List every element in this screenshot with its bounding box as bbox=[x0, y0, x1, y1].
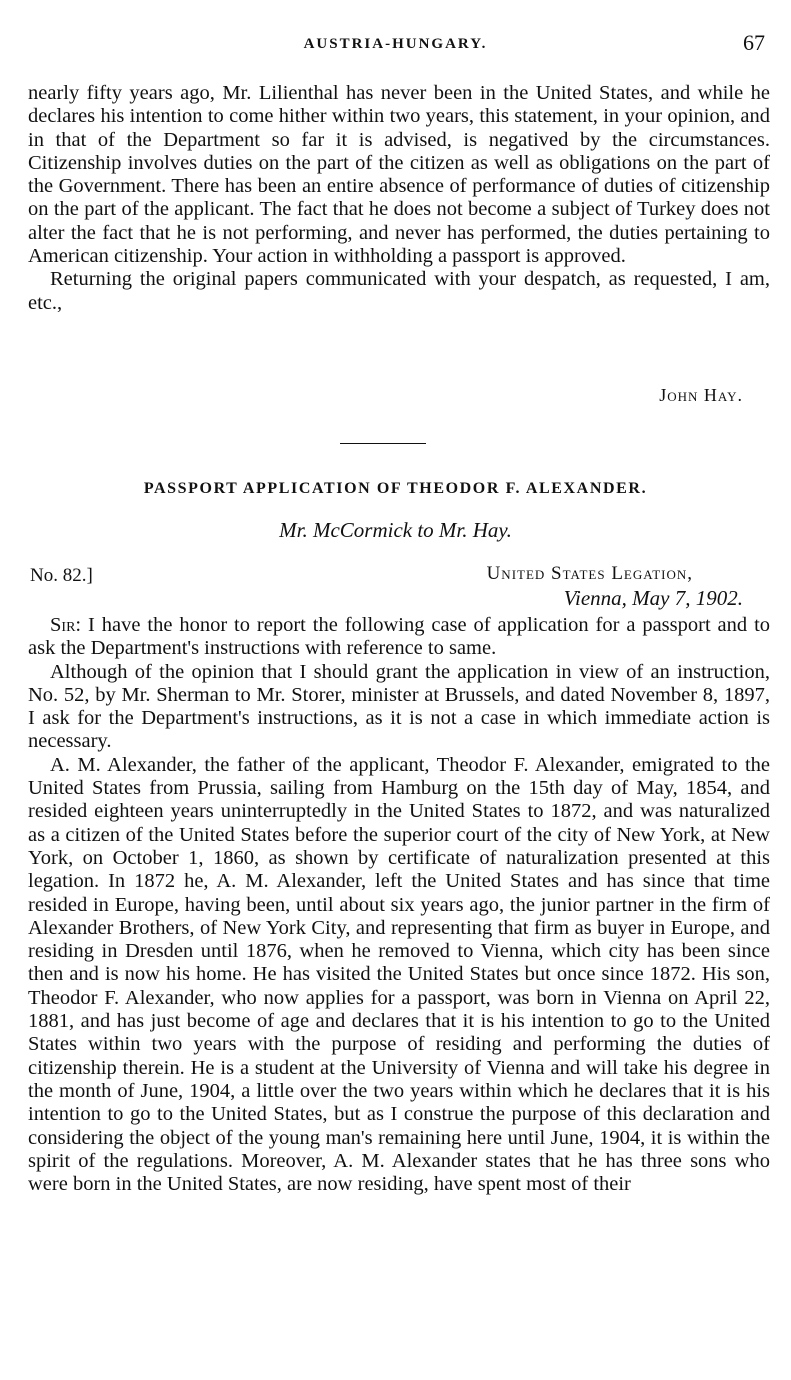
salutation: Sir: bbox=[50, 614, 82, 636]
despatch-number: No. 82.] bbox=[30, 565, 93, 586]
despatch-paragraph-2: Although of the opinion that I should grant the application in view of an instruction, No. 52, by Mr. Sherman to Mr. Storer, minister at Brussels, and dated November 8, 1897, I ask for the Department's instructions, as it is not a case in which immediate action is necessary. bbox=[28, 660, 770, 753]
despatch-paragraph-1 bbox=[28, 614, 770, 661]
place-date: Vienna, May 7, 1902. bbox=[563, 586, 743, 610]
running-title: AUSTRIA-HUNGARY. bbox=[303, 36, 488, 52]
dateline bbox=[383, 562, 743, 610]
page-number: 67 bbox=[743, 30, 765, 55]
section-heading: PASSPORT APPLICATION OF THEODOR F. ALEXANDER. bbox=[143, 480, 648, 497]
signature: John Hay. bbox=[659, 385, 743, 405]
hay-letter-paragraph: nearly fifty years ago, Mr. Lilienthal has never been in the United States, and while he declares his intention to come hither within two years, this statement, in your opinion, and in that of the Department so far it is advised, is negatived by the circumstances. Citizenship involves duties on the part of the citizen as well as obligations on the part of the Government. There has been an entire absence of performance of duties of citizenship on the part of the applicant. The fact that he does not become a subject of Turkey does not alter the fact that he is not performing, and never has performed, the duties pertaining to American citizenship. Your action in withholding a passport is approved. bbox=[28, 82, 770, 268]
despatch-paragraph-3: A. M. Alexander, the father of the applicant, Theodor F. Alexander, emigrated to the United States from Prussia, sailing from Hamburg on the 15th day of May, 1854, and resided eighteen years uninterruptedly in the United States to 1872, and was naturalized as a citizen of the United States before the superior court of the city of New York, at New York, on October 1, 1860, as shown by certificate of naturalization presented at this legation. In 1872 he, A. M. Alexander, left the United States and has since that time resided in Europe, having been, until about six years ago, the junior partner in the firm of Alexander Brothers, of New York City, and representing that firm as buyer in Europe, and residing in Dresden until 1876, when he removed to Vienna, which city has been since then and is now his home. He has visited the United States but once since 1872. His son, Theodor F. Alexander, who now applies for a passport, was born in Vienna on April 22, 1881, and has just become of age and declares that it is his intention to go to the United States within two years with the purpose of residing and performing the duties of citizenship therein. He is a student at the University of Vienna and will take his degree in the month of June, 1904, a little over the two years within which he declares that it is his intention to go to the United States, but as I construe the purpose of this declaration and considering the object of the young man's remaining here until June, 1904, it is within the spirit of the regulations. Moreover, A. M. Alexander states that he has three sons who were born in the United States, are now residing, have spent most of their bbox=[28, 753, 770, 1196]
hay-letter-closing: Returning the original papers communicated with your despatch, as requested, I am, etc., bbox=[28, 268, 770, 314]
section-divider bbox=[340, 443, 426, 444]
despatch-text bbox=[28, 614, 770, 1196]
running-head bbox=[0, 30, 791, 60]
correspondence-subheading: Mr. McCormick to Mr. Hay. bbox=[279, 518, 512, 542]
legation-office: United States Legation, bbox=[486, 563, 693, 584]
hay-letter-text bbox=[28, 82, 770, 315]
despatch-paragraph-1-text: I have the honor to report the following case of application for a passport and to ask the Department's instructions with reference to same. bbox=[28, 614, 771, 660]
